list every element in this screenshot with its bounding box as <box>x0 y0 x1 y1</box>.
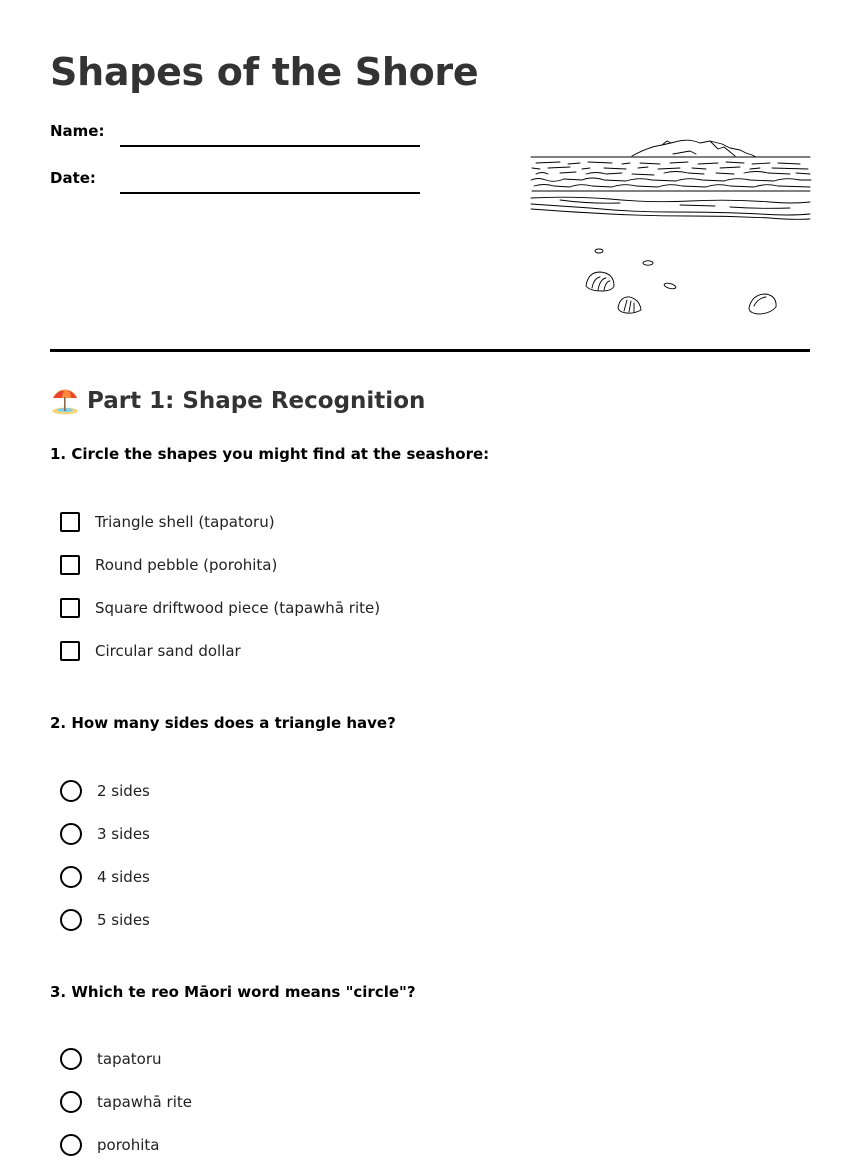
radio-button[interactable] <box>60 866 82 888</box>
radio-button[interactable] <box>60 1091 82 1113</box>
option-label: 3 sides <box>97 825 150 843</box>
option-label: 2 sides <box>97 782 150 800</box>
q1-option-3[interactable] <box>60 595 380 621</box>
q2-option-2[interactable] <box>60 821 150 847</box>
q2-option-4[interactable] <box>60 907 150 933</box>
option-label: Square driftwood piece (tapawhā rite) <box>95 599 381 617</box>
worksheet-title: Shapes of the Shore <box>50 50 479 94</box>
q1-option-4[interactable] <box>60 638 241 664</box>
option-label: Circular sand dollar <box>95 642 241 660</box>
option-label: porohita <box>97 1136 160 1154</box>
option-label: tapatoru <box>97 1050 162 1068</box>
question-1: 1. Circle the shapes you might find at the seashore: <box>50 445 490 463</box>
radio-button[interactable] <box>60 1134 82 1156</box>
q3-option-2[interactable] <box>60 1089 192 1115</box>
radio-button[interactable] <box>60 780 82 802</box>
name-field[interactable] <box>50 122 420 152</box>
question-2: 2. How many sides does a triangle have? <box>50 714 396 732</box>
name-line[interactable] <box>120 145 420 147</box>
q3-option-3[interactable] <box>60 1132 159 1158</box>
date-label: Date: <box>50 169 96 187</box>
radio-button[interactable] <box>60 823 82 845</box>
part1-heading <box>50 386 425 416</box>
option-label: Triangle shell (tapatoru) <box>95 513 275 531</box>
checkbox[interactable] <box>60 555 80 575</box>
option-label: tapawhā rite <box>97 1093 192 1111</box>
q3-option-1[interactable] <box>60 1046 162 1072</box>
part1-heading-text: Part 1: Shape Recognition <box>87 388 426 414</box>
option-label: 5 sides <box>97 911 150 929</box>
q2-option-3[interactable] <box>60 864 150 890</box>
checkbox[interactable] <box>60 598 80 618</box>
name-label: Name: <box>50 122 105 140</box>
radio-button[interactable] <box>60 1048 82 1070</box>
option-label: 4 sides <box>97 868 150 886</box>
checkbox[interactable] <box>60 641 80 661</box>
section-divider <box>50 349 810 352</box>
q1-option-1[interactable] <box>60 509 275 535</box>
beach-illustration <box>530 130 812 326</box>
date-field[interactable] <box>50 169 420 199</box>
q2-option-1[interactable] <box>60 778 150 804</box>
q1-option-2[interactable] <box>60 552 277 578</box>
checkbox[interactable] <box>60 512 80 532</box>
beach-umbrella-icon <box>50 386 80 416</box>
date-line[interactable] <box>120 192 420 194</box>
radio-button[interactable] <box>60 909 82 931</box>
option-label: Round pebble (porohita) <box>95 556 278 574</box>
question-3: 3. Which te reo Māori word means "circle"? <box>50 983 416 1001</box>
